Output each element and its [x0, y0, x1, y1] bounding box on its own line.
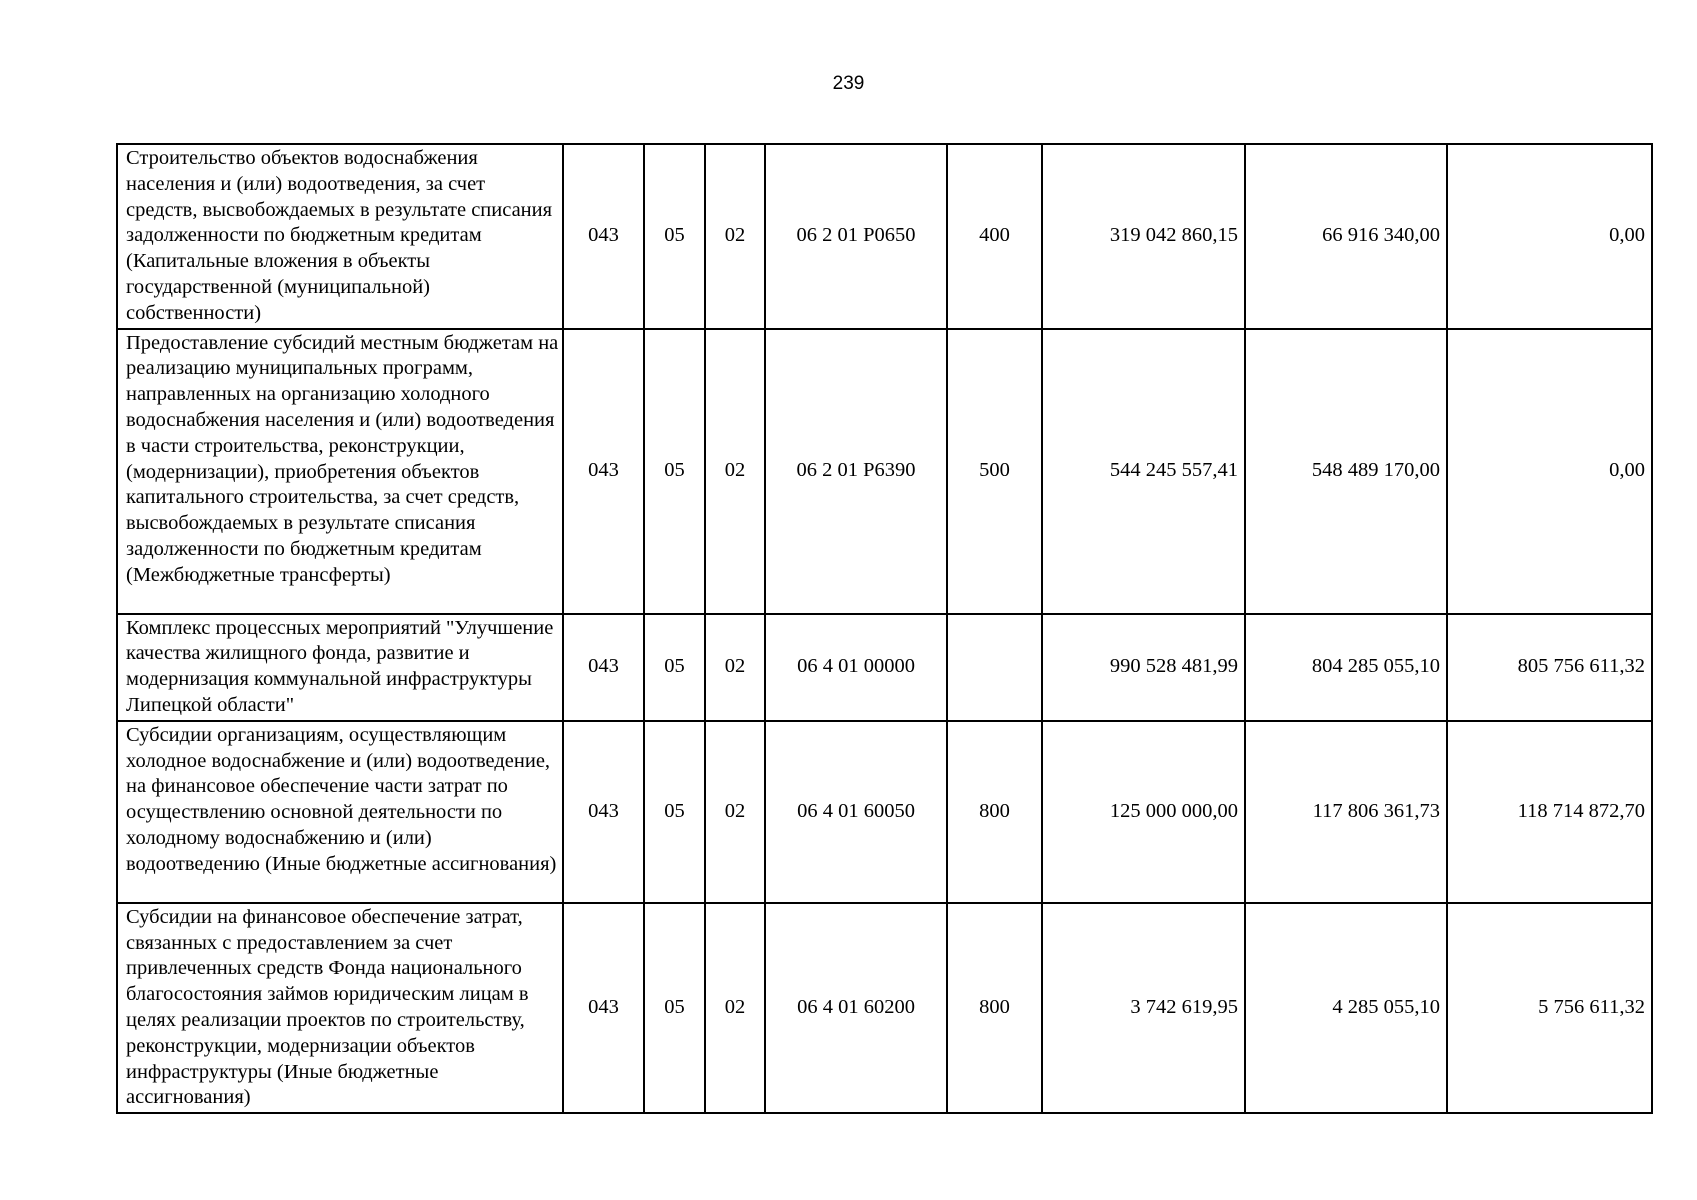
amount-year-2: 804 285 055,10 — [1245, 614, 1447, 721]
target-article-code: 06 4 01 60200 — [765, 903, 947, 1113]
table-row — [117, 721, 1652, 903]
row-description: Строительство объектов водоснабжения населения и (или) водоотведения, за счет средств, высвобождаемых в результате списания задолженности по бюджетным кредитам (Капитальные вложения в объекты государственной (муниципальной) собственности) — [117, 144, 563, 329]
ministry-code: 043 — [563, 721, 644, 903]
target-article-code: 06 2 01 Р6390 — [765, 329, 947, 614]
row-description: Субсидии на финансовое обеспечение затрат, связанных с предоставлением за счет привлеченных средств Фонда национального благосостояния займов юридическим лицам в целях реализации проектов по строительству, реконструкции, модернизации объектов инфраструктуры (Иные бюджетные ассигнования) — [117, 903, 563, 1113]
subsection-code: 02 — [705, 721, 765, 903]
amount-year-2: 66 916 340,00 — [1245, 144, 1447, 329]
section-code: 05 — [644, 144, 705, 329]
table-row — [117, 903, 1652, 1113]
subsection-code: 02 — [705, 614, 765, 721]
section-code: 05 — [644, 614, 705, 721]
expense-type-code: 800 — [947, 721, 1042, 903]
amount-year-1: 544 245 557,41 — [1042, 329, 1245, 614]
amount-year-3: 5 756 611,32 — [1447, 903, 1652, 1113]
row-description: Комплекс процессных мероприятий "Улучшение качества жилищного фонда, развитие и модернизация коммунальной инфраструктуры Липецкой области" — [117, 614, 563, 721]
amount-year-3: 0,00 — [1447, 329, 1652, 614]
amount-year-1: 3 742 619,95 — [1042, 903, 1245, 1113]
ministry-code: 043 — [563, 144, 644, 329]
section-code: 05 — [644, 721, 705, 903]
subsection-code: 02 — [705, 144, 765, 329]
ministry-code: 043 — [563, 329, 644, 614]
expense-type-code: 500 — [947, 329, 1042, 614]
amount-year-1: 990 528 481,99 — [1042, 614, 1245, 721]
amount-year-2: 4 285 055,10 — [1245, 903, 1447, 1113]
target-article-code: 06 4 01 00000 — [765, 614, 947, 721]
table-row — [117, 614, 1652, 721]
subsection-code: 02 — [705, 903, 765, 1113]
target-article-code: 06 2 01 Р0650 — [765, 144, 947, 329]
amount-year-3: 118 714 872,70 — [1447, 721, 1652, 903]
table-row — [117, 329, 1652, 614]
target-article-code: 06 4 01 60050 — [765, 721, 947, 903]
amount-year-1: 319 042 860,15 — [1042, 144, 1245, 329]
ministry-code: 043 — [563, 903, 644, 1113]
expense-type-code — [947, 614, 1042, 721]
expense-type-code: 800 — [947, 903, 1042, 1113]
ministry-code: 043 — [563, 614, 644, 721]
amount-year-3: 0,00 — [1447, 144, 1652, 329]
row-description: Предоставление субсидий местным бюджетам на реализацию муниципальных программ, направленных на организацию холодного водоснабжения населения и (или) водоотведения в части строительства, реконструкции, (модернизации), приобретения объектов капитального строительства, за счет средств, высвобождаемых в результате списания задолженности по бюджетным кредитам (Межбюджетные трансферты) — [117, 329, 563, 614]
amount-year-3: 805 756 611,32 — [1447, 614, 1652, 721]
row-description: Субсидии организациям, осуществляющим холодное водоснабжение и (или) водоотведение, на финансовое обеспечение части затрат по осуществлению основной деятельности по холодному водоснабжению и (или) водоотведению (Иные бюджетные ассигнования) — [117, 721, 563, 903]
section-code: 05 — [644, 903, 705, 1113]
expense-type-code: 400 — [947, 144, 1042, 329]
page-number: 239 — [832, 73, 865, 94]
section-code: 05 — [644, 329, 705, 614]
amount-year-2: 117 806 361,73 — [1245, 721, 1447, 903]
amount-year-2: 548 489 170,00 — [1245, 329, 1447, 614]
subsection-code: 02 — [705, 329, 765, 614]
table-row — [117, 144, 1652, 329]
budget-table — [116, 143, 1653, 1114]
amount-year-1: 125 000 000,00 — [1042, 721, 1245, 903]
